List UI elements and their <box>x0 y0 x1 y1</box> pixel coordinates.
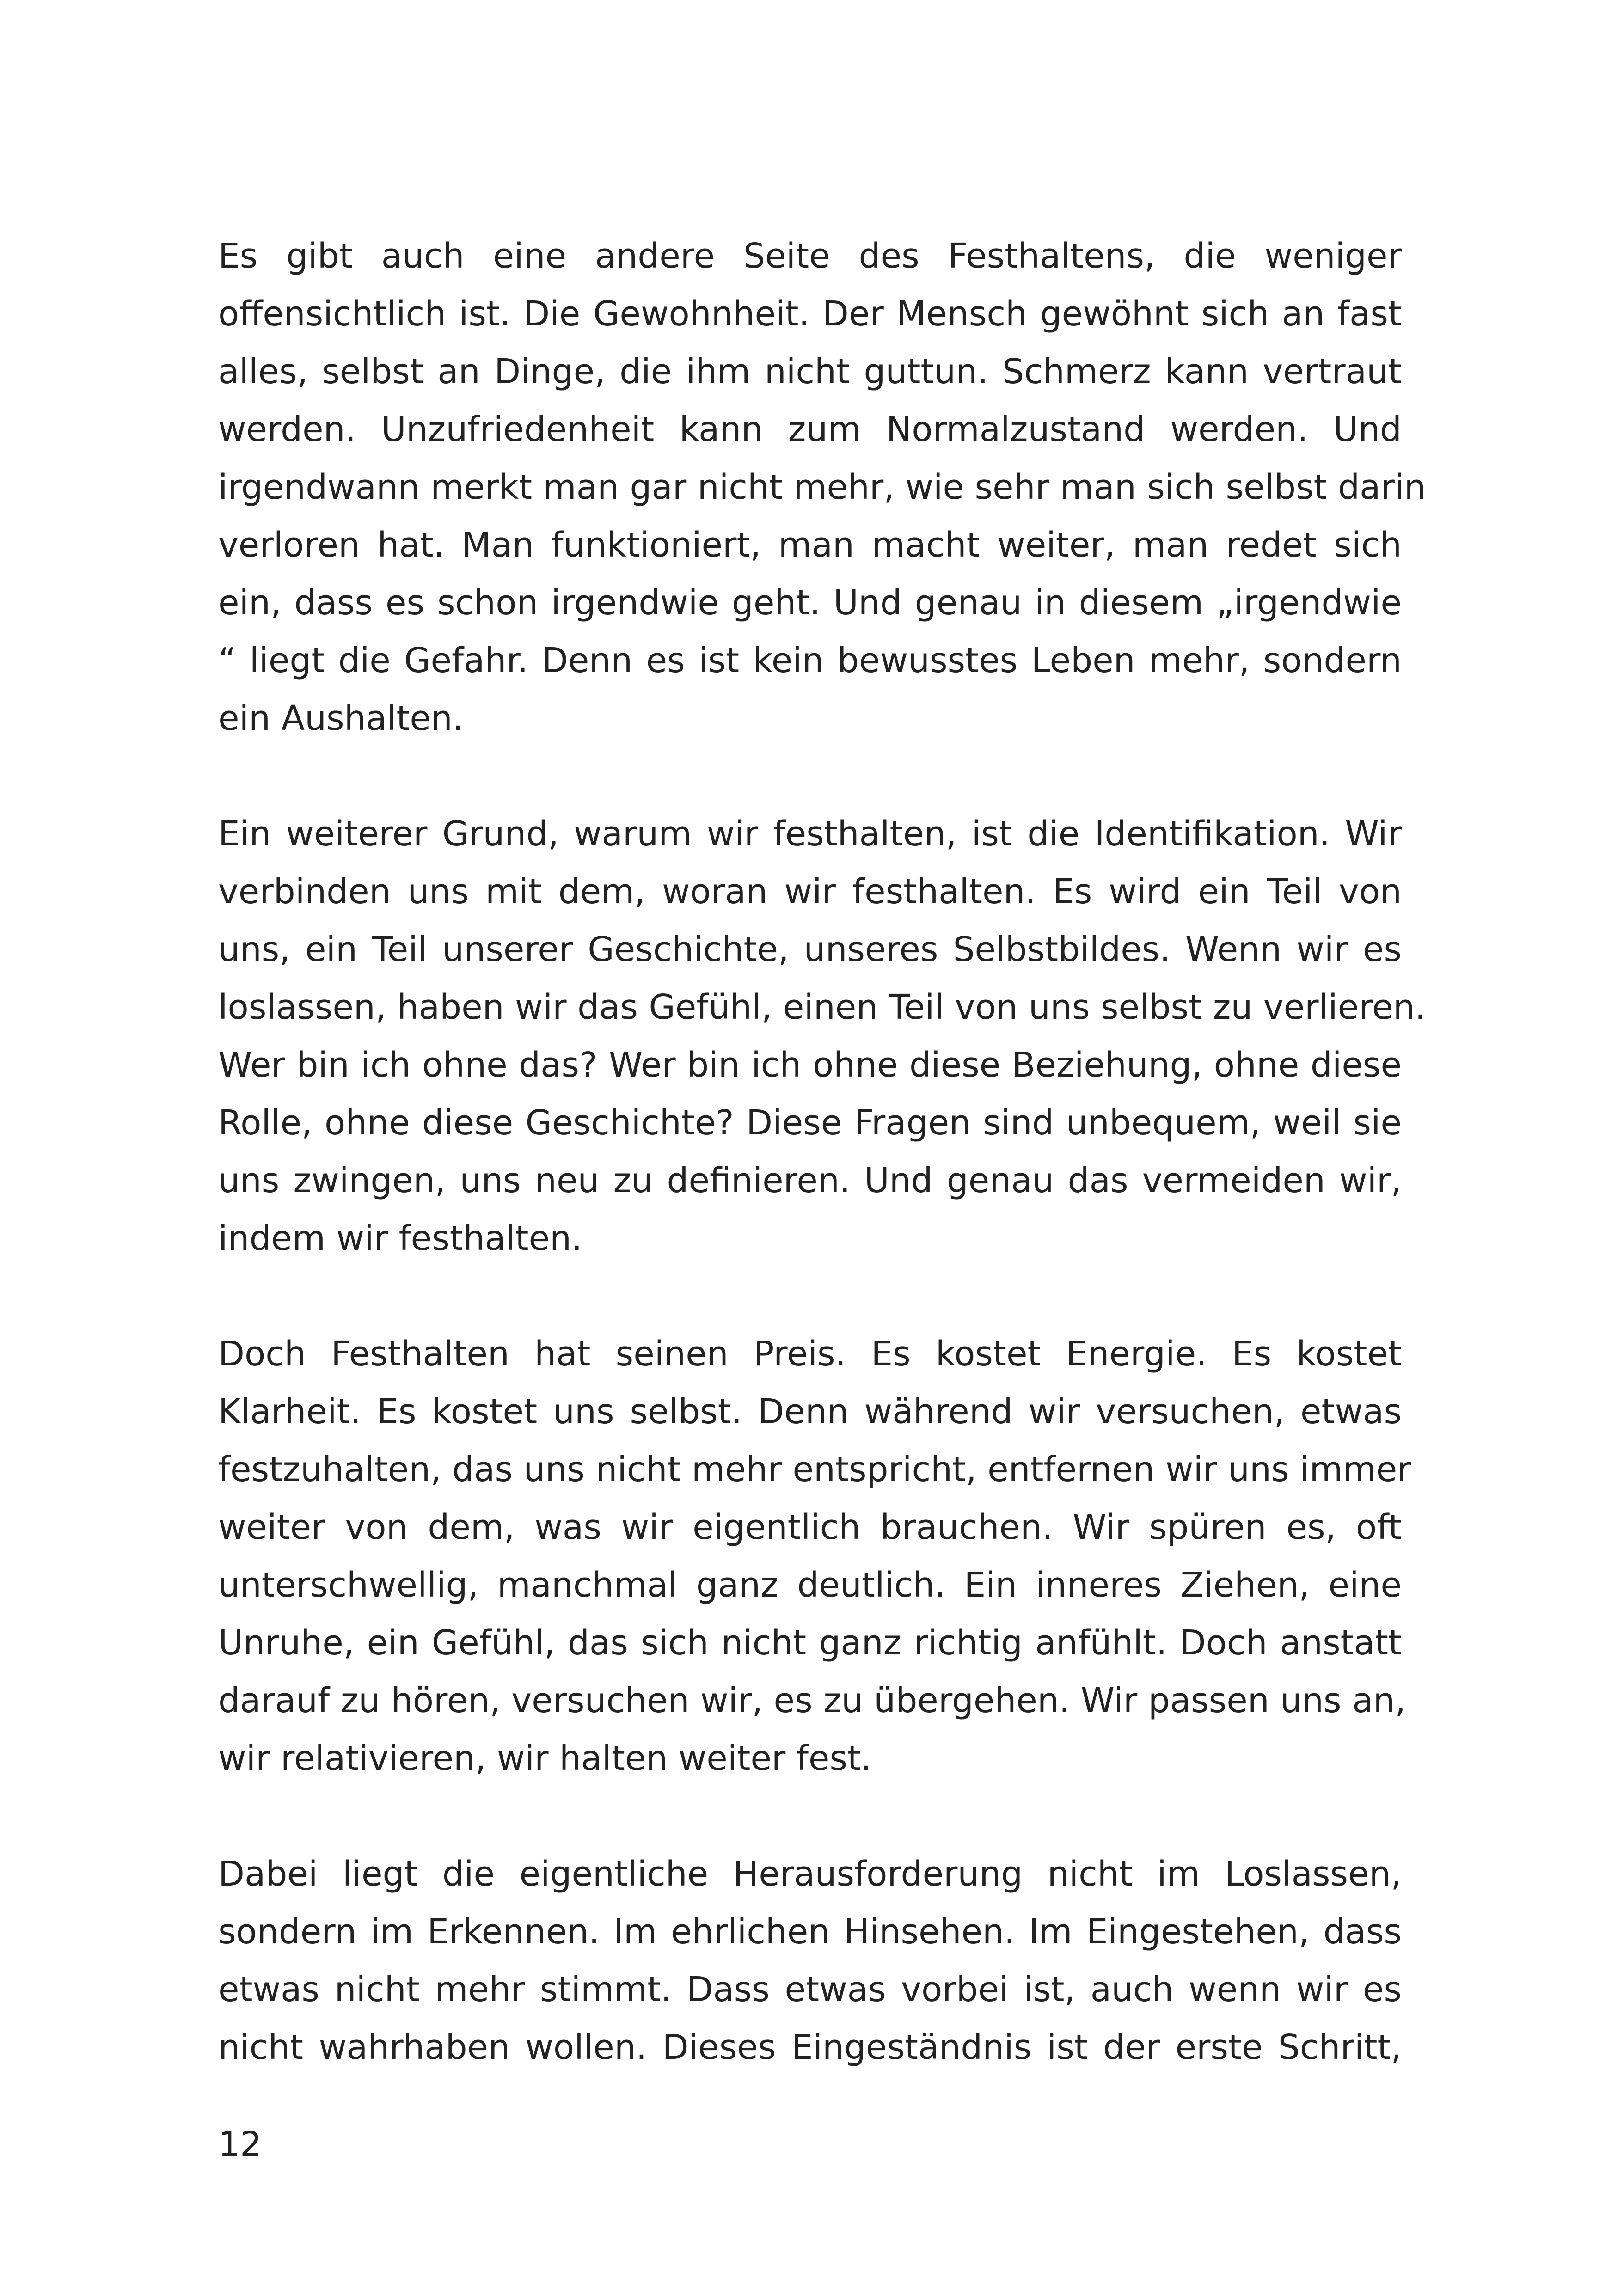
text-line: festzuhalten, das uns nicht mehr entspricht, entfernen wir uns immer <box>218 1450 1411 1489</box>
text-line: wir relativieren, wir halten weiter fest. <box>218 1739 872 1778</box>
body-text <box>218 227 1426 2134</box>
text-line: Rolle, ohne diese Geschichte? Diese Fragen sind unbequem, weil sie <box>218 1103 1402 1143</box>
page-number: 12 <box>218 2125 262 2164</box>
text-line: ein, dass es schon irgendwie geht. Und genau in diesem „irgendwie <box>218 583 1402 623</box>
text-line: ein Aushalten. <box>218 698 464 738</box>
text-line: werden. Unzufriedenheit kann zum Normalzustand werden. Und <box>218 410 1402 449</box>
paragraph-1 <box>218 227 1426 747</box>
text-line: Wer bin ich ohne das? Wer bin ich ohne diese Beziehung, ohne diese <box>218 1045 1402 1085</box>
text-line: Doch Festhalten hat seinen Preis. Es kostet Energie. Es kostet <box>218 1334 1402 1374</box>
text-line: loslassen, haben wir das Gefühl, einen Teil von uns selbst zu verlieren. <box>218 987 1426 1027</box>
text-line: irgendwann merkt man gar nicht mehr, wie sehr man sich selbst darin <box>218 467 1426 507</box>
text-line: Klarheit. Es kostet uns selbst. Denn während wir versuchen, etwas <box>218 1392 1402 1432</box>
text-line: uns zwingen, uns neu zu definieren. Und genau das vermeiden wir, <box>218 1161 1402 1200</box>
text-line: indem wir festhalten. <box>218 1218 582 1258</box>
text-line: verloren hat. Man funktioniert, man macht weiter, man redet sich <box>218 525 1402 565</box>
text-line: etwas nicht mehr stimmt. Dass etwas vorbei ist, auch wenn wir es <box>218 1970 1402 2009</box>
text-line: Es gibt auch eine andere Seite des Festhaltens, die weniger <box>218 236 1402 276</box>
paragraph-2 <box>218 805 1426 1267</box>
paragraph-4 <box>218 1845 1402 2076</box>
text-line: alles, selbst an Dinge, die ihm nicht guttun. Schmerz kann vertraut <box>218 352 1402 392</box>
paragraph-3 <box>218 1325 1411 1788</box>
text-line: Unruhe, ein Gefühl, das sich nicht ganz richtig anfühlt. Doch anstatt <box>218 1623 1402 1663</box>
text-line: uns, ein Teil unserer Geschichte, unseres Selbstbildes. Wenn wir es <box>218 930 1402 969</box>
text-line: Ein weiterer Grund, warum wir festhalten, ist die Identifikation. Wir <box>218 814 1402 854</box>
text-line: nicht wahrhaben wollen. Dieses Eingeständnis ist der erste Schritt, <box>218 2027 1402 2067</box>
text-line: unterschwellig, manchmal ganz deutlich. Ein inneres Ziehen, eine <box>218 1565 1402 1605</box>
text-line: offensichtlich ist. Die Gewohnheit. Der Mensch gewöhnt sich an fast <box>218 294 1402 334</box>
text-line: weiter von dem, was wir eigentlich brauchen. Wir spüren es, oft <box>218 1507 1402 1547</box>
text-line: Dabei liegt die eigentliche Herausforderung nicht im Loslassen, <box>218 1854 1402 1894</box>
text-line: verbinden uns mit dem, woran wir festhalten. Es wird ein Teil von <box>218 872 1402 912</box>
text-line: “ liegt die Gefahr. Denn es ist kein bewusstes Leben mehr, sondern <box>218 641 1402 680</box>
text-line: darauf zu hören, versuchen wir, es zu übergehen. Wir passen uns an, <box>218 1681 1406 1720</box>
text-line: sondern im Erkennen. Im ehrlichen Hinsehen. Im Eingestehen, dass <box>218 1912 1402 1952</box>
